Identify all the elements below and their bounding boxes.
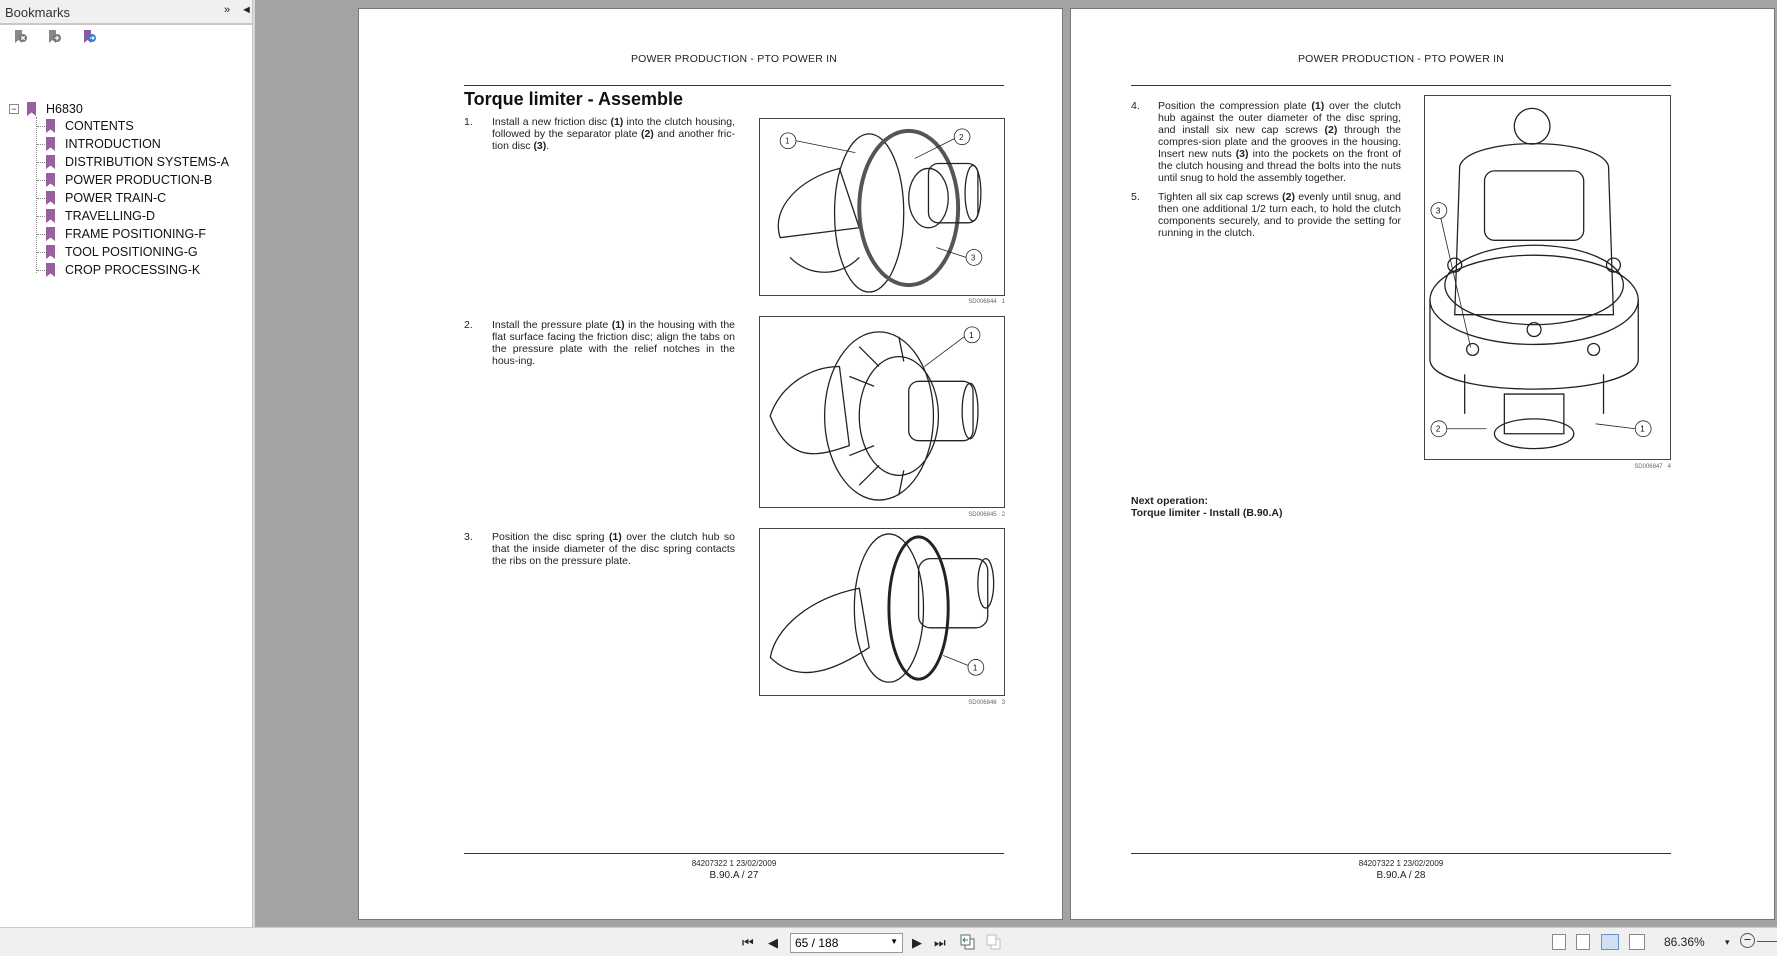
continuous-view-icon[interactable] <box>1576 934 1590 950</box>
collapse-panel-button[interactable]: ◄ <box>241 4 252 16</box>
last-page-button[interactable]: ⏭ <box>934 935 946 950</box>
zoom-out-button[interactable]: − <box>1740 933 1755 948</box>
bookmark-icon <box>46 209 55 223</box>
svg-text:1: 1 <box>972 663 978 673</box>
bookmark-label: H6830 <box>46 102 83 116</box>
bookmark-label: TRAVELLING-D <box>65 209 156 223</box>
page-28 <box>1070 8 1775 920</box>
bookmark-label: FRAME POSITIONING-F <box>65 227 206 241</box>
zoom-dropdown[interactable]: ▾ <box>1725 937 1730 947</box>
bookmark-item[interactable] <box>46 243 198 261</box>
bookmarks-title: Bookmarks <box>5 5 71 20</box>
step-2-text: Install the pressure plate (1) in the housing with the flat surface facing the friction disc; align the tabs on the pressure plate with the relief notches in the hous-ing. <box>492 319 735 367</box>
svg-text:3: 3 <box>970 253 976 263</box>
bookmark-item[interactable] <box>46 261 200 279</box>
svg-text:1: 1 <box>785 136 790 146</box>
page-header: POWER PRODUCTION - PTO POWER IN <box>1297 53 1505 65</box>
go-to-bookmark-icon[interactable] <box>82 29 98 45</box>
figure-caption: SD006845 2 <box>968 512 1005 518</box>
page-27 <box>358 8 1063 920</box>
facing-view-icon[interactable] <box>1601 934 1619 950</box>
delete-bookmark-icon[interactable] <box>13 29 29 45</box>
footer-doc-info: 84207322 1 23/02/2009 <box>1358 859 1444 868</box>
bookmark-label: CONTENTS <box>65 119 134 133</box>
bookmark-item[interactable] <box>46 225 206 243</box>
footer-page-number: B.90.A / 27 <box>709 870 759 881</box>
page-number-input[interactable]: 65 / 188 ▼ <box>790 933 903 953</box>
document-viewer <box>255 0 1777 927</box>
footer-page-number: B.90.A / 28 <box>1376 870 1426 881</box>
next-operation-label: Next operation: <box>1131 495 1209 507</box>
zoom-slider[interactable] <box>1757 941 1777 942</box>
header-rule <box>1131 85 1671 86</box>
step-number: 2. <box>464 319 473 331</box>
first-page-button[interactable]: ⏮ <box>742 935 754 950</box>
chevron-down-icon[interactable]: ▼ <box>890 937 898 946</box>
step-number: 3. <box>464 531 473 543</box>
svg-text:1: 1 <box>1640 424 1645 434</box>
step-number: 5. <box>1131 191 1140 203</box>
panel-options-button[interactable]: » <box>224 4 231 16</box>
footer-doc-info: 84207322 1 23/02/2009 <box>691 859 777 868</box>
collapse-toggle[interactable]: − <box>9 104 19 114</box>
bookmark-item[interactable] <box>46 135 161 153</box>
bookmark-icon <box>46 137 55 151</box>
footer-rule <box>1131 853 1671 854</box>
step-1-text: Install a new friction disc (1) into the clutch housing, followed by the separator plate (2) and another fric-tion disc (3). <box>492 116 736 152</box>
bookmark-item[interactable] <box>46 117 134 135</box>
bookmark-icon <box>46 245 55 259</box>
bookmarks-header <box>0 0 252 25</box>
figure-2-pressure-plate <box>759 316 1005 508</box>
bookmark-item[interactable] <box>46 189 166 207</box>
bookmarks-panel <box>0 0 253 927</box>
svg-text:2: 2 <box>1435 424 1441 434</box>
footer-rule <box>464 853 1004 854</box>
header-rule <box>464 85 1004 86</box>
next-operation-link[interactable]: Torque limiter - Install (B.90.A) <box>1131 507 1283 519</box>
figure-caption: SD006844 1 <box>968 299 1005 305</box>
continuous-facing-view-icon[interactable] <box>1629 934 1645 950</box>
bookmark-item[interactable] <box>46 207 155 225</box>
svg-text:2: 2 <box>959 132 964 142</box>
bookmark-icon <box>27 102 36 116</box>
step-3-text: Position the disc spring (1) over the clutch hub so that the inside diameter of the disc spring contacts the ribs on the pressure plate. <box>492 531 735 567</box>
single-page-view-icon[interactable] <box>1552 934 1566 950</box>
figure-caption: SD006847 4 <box>1634 464 1671 470</box>
bookmark-label: POWER PRODUCTION-B <box>65 173 213 187</box>
bookmark-icon <box>46 119 55 133</box>
figure-1-clutch-housing <box>759 118 1005 296</box>
step-number: 4. <box>1131 100 1140 112</box>
figure-caption: SD006846 3 <box>968 700 1005 706</box>
bookmark-icon <box>46 155 55 169</box>
figure-3-disc-spring <box>759 528 1005 696</box>
figure-4-compression-plate <box>1424 95 1671 460</box>
bookmark-label: INTRODUCTION <box>65 137 161 151</box>
zoom-level[interactable]: 86.36% <box>1664 935 1705 949</box>
bookmark-icon <box>46 191 55 205</box>
bookmark-icon <box>46 173 55 187</box>
bookmark-label: POWER TRAIN-C <box>65 191 167 205</box>
svg-text:1: 1 <box>969 330 974 340</box>
step-5-text: Tighten all six cap screws (2) evenly until snug, and then one additional 1/2 turn each, to hold the clutch components securely, and to provide the setting for running in the clutch. <box>1158 191 1401 239</box>
bookmark-label: TOOL POSITIONING-G <box>65 245 198 259</box>
bookmark-label: DISTRIBUTION SYSTEMS-A <box>65 155 229 169</box>
next-view-icon[interactable] <box>986 934 1002 950</box>
navigation-toolbar <box>0 927 1777 956</box>
add-bookmark-icon[interactable] <box>47 29 63 45</box>
bookmark-icon <box>46 263 55 277</box>
next-page-button[interactable]: ▶ <box>912 935 922 950</box>
previous-view-icon[interactable] <box>960 934 976 950</box>
bookmark-item[interactable] <box>46 153 229 171</box>
section-title: Torque limiter - Assemble <box>464 89 684 109</box>
bookmark-icon <box>46 227 55 241</box>
page-header: POWER PRODUCTION - PTO POWER IN <box>630 53 838 65</box>
bookmark-item[interactable] <box>46 171 212 189</box>
bookmark-label: CROP PROCESSING-K <box>65 263 201 277</box>
previous-page-button[interactable]: ◀ <box>768 935 778 950</box>
bookmark-root[interactable] <box>9 100 83 118</box>
step-number: 1. <box>464 116 473 128</box>
svg-text:3: 3 <box>1435 206 1441 216</box>
step-4-text: Position the compression plate (1) over the clutch hub against the outer diameter of the disc spring, and install six new cap screws (2) through the compres-sion plate and the grooves in the housing. Insert new nuts (3) into the pockets on the front of the clutch housing and thread the bolts into the nuts until snug to hold the assembly together. <box>1158 100 1402 184</box>
